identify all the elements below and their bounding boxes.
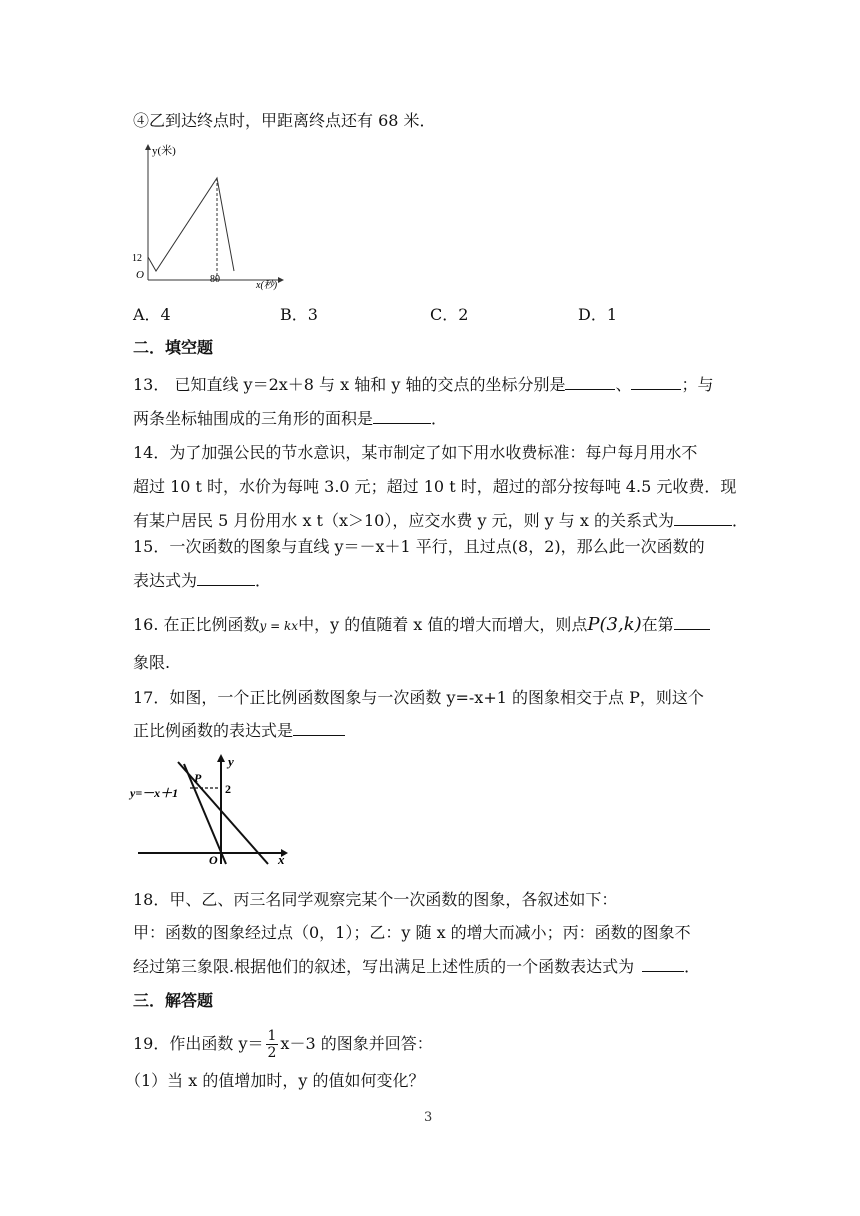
q16-func: y = kx [259, 619, 299, 633]
q13-blank-3[interactable] [373, 407, 431, 424]
option-a: A．4 [133, 305, 171, 324]
q16-text-c: 在第 [641, 615, 674, 634]
q17-yaxis: y [228, 754, 234, 769]
q13-sep: 、 [615, 375, 632, 394]
q13-line1 [133, 373, 713, 396]
q12-item4: ④乙到达终点时，甲距离终点还有 68 米． [133, 111, 436, 130]
q16-text-b: 中，y 的值随着 x 值的增大而增大，则点 [298, 615, 588, 634]
q13-blank-1[interactable] [565, 373, 615, 390]
q19-text-b: x－3 的图象并回答： [280, 1034, 433, 1053]
q13-text-end: ；与 [681, 375, 714, 394]
q19-line1 [133, 1027, 433, 1061]
q16-point: P(3,k) [587, 614, 642, 635]
q13-text2: 两条坐标轴围成的三角形的面积是 [133, 409, 374, 428]
q12-xtick: 80 [210, 274, 220, 285]
q17-blank[interactable] [293, 719, 345, 736]
q17-graph [128, 752, 298, 867]
option-c: C．2 [430, 305, 469, 324]
q17-point-p: P [194, 771, 202, 785]
q13-line2 [133, 407, 447, 430]
section-heading-solve: 三．解答题 [133, 991, 214, 1010]
q15-blank[interactable] [197, 569, 255, 586]
q19-numerator: 1 [267, 1028, 277, 1044]
option-d: D．1 [578, 305, 618, 324]
q19-sub1: （1）当 x 的值增加时，y 的值如何变化？ [125, 1071, 425, 1090]
q17-text2: 正比例函数的表达式是 [133, 721, 294, 740]
q12-origin: O [136, 269, 144, 281]
q17-origin: O [209, 853, 218, 867]
q17-line2 [133, 719, 345, 742]
q15-text2: 表达式为 [133, 571, 198, 590]
option-b: B．3 [280, 305, 318, 324]
q15-line1: 15．一次函数的图象与直线 y＝－x＋1 平行，且过点(8，2)，那么此一次函数的 [133, 537, 705, 556]
q14-blank[interactable] [674, 509, 732, 526]
q19-text-a: 19．作出函数 y＝ [133, 1034, 264, 1053]
q18-period: ． [684, 957, 701, 976]
q18-line1: 18．甲、乙、丙三名同学观察完某个一次函数的图象，各叙述如下： [133, 890, 618, 909]
q13-blank-2[interactable] [631, 373, 681, 390]
q13-period: ． [431, 409, 448, 428]
q17-line1: 17．如图，一个正比例函数图象与一次函数 y=-x+1 的图象相交于点 P，则这个 [133, 688, 704, 707]
q16-line2: 象限. [133, 653, 171, 672]
q14-text3: 有某户居民 5 月份用水 x t（x＞10），应交水费 y 元，则 y 与 x 的关系式为 [133, 511, 674, 530]
q17-line-label: y=－x＋1 [130, 786, 179, 800]
q12-graph [128, 140, 288, 295]
q16-blank[interactable] [674, 613, 710, 630]
q15-line2 [133, 569, 271, 592]
q19-denominator: 2 [267, 1045, 277, 1061]
q12-xlabel: x(秒) [256, 280, 278, 291]
q18-blank[interactable] [642, 955, 684, 972]
q17-xaxis: x [278, 852, 285, 867]
section-heading-fill-in: 二．填空题 [133, 338, 214, 357]
q16-line1 [133, 613, 710, 637]
q16-text-a: 16. 在正比例函数 [133, 615, 260, 634]
q14-line1: 14．为了加强公民的节水意识，某市制定了如下用水收费标准：每户每月用水不 [133, 443, 698, 462]
q19-fraction [266, 1028, 279, 1061]
q12-ylabel: y(米) [152, 145, 176, 157]
q15-period: ． [255, 571, 272, 590]
q14-line3 [133, 509, 748, 532]
q18-text3: 经过第三象限.根据他们的叙述，写出满足上述性质的一个函数表达式为 [133, 957, 635, 976]
q17-ytick: 2 [225, 782, 231, 796]
q18-line3 [133, 955, 700, 978]
q18-line2: 甲：函数的图象经过点（0，1）；乙：y 随 x 的增大而减小；丙：函数的图象不 [133, 923, 691, 942]
q14-line2: 超过 10 t 时，水价为每吨 3.0 元；超过 10 t 时，超过的部分按每吨 4.5 元收费．现 [133, 477, 737, 496]
q13-text: 13． 已知直线 y＝2x＋8 与 x 轴和 y 轴的交点的坐标分别是 [133, 375, 566, 394]
page-number: 3 [424, 1110, 433, 1125]
q12-ytick: 12 [132, 253, 142, 264]
q14-period: ． [731, 511, 748, 530]
